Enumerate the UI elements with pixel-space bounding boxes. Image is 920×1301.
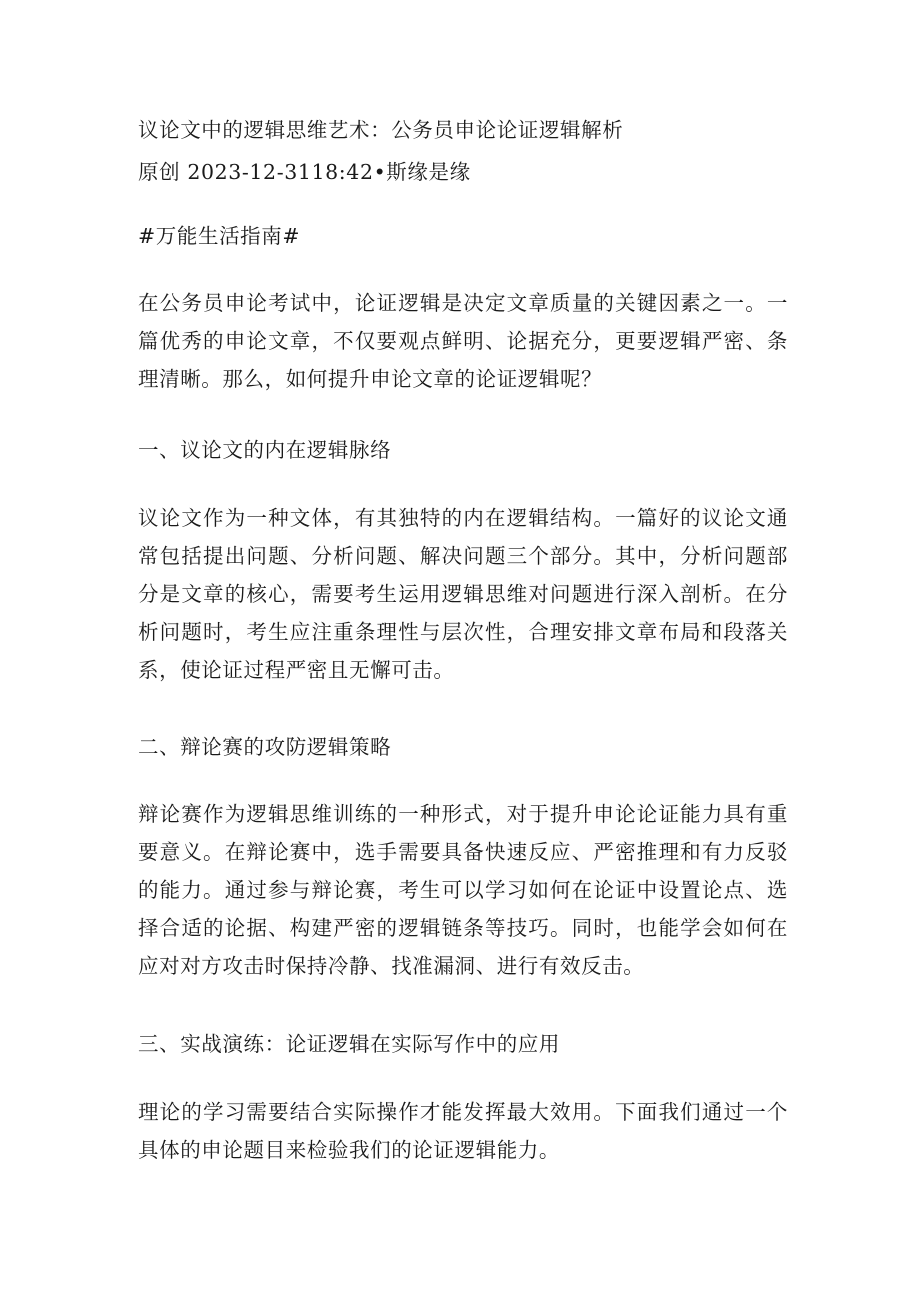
intro-paragraph: 在公务员申论考试中，论证逻辑是决定文章质量的关键因素之一。一篇优秀的申论文章，不仅要观点鲜明、论据充分，更要逻辑严密、条理清晰。那么，如何提升申论文章的论证逻辑呢？ — [138, 291, 788, 391]
section-body-1: 议论文作为一种文体，有其独特的内在逻辑结构。一篇好的议论文通常包括提出问题、分析问题、解决问题三个部分。其中，分析问题部分是文章的核心，需要考生运用逻辑思维对问题进行深入剖析。在分析问题时，考生应注重条理性与层次性，合理安排文章布局和段落关系，使论证过程严密且无懈可击。 — [138, 506, 788, 682]
section-heading-1: 一、议论文的内在逻辑脉络 — [138, 438, 392, 462]
article-tag: #万能生活指南# — [138, 224, 301, 248]
article-meta: 原创 2023-12-3118:42•斯缘是缘 — [138, 160, 471, 184]
section-body-3: 理论的学习需要结合实际操作才能发挥最大效用。下面我们通过一个具体的申论题目来检验我们的论证逻辑能力。 — [138, 1100, 788, 1162]
section-heading-3: 三、实战演练：论证逻辑在实际写作中的应用 — [138, 1032, 560, 1056]
section-body-2: 辩论赛作为逻辑思维训练的一种形式，对于提升申论论证能力具有重要意义。在辩论赛中，选手需要具备快速反应、严密推理和有力反驳的能力。通过参与辩论赛，考生可以学习如何在论证中设置论点、选择合适的论据、构建严密的逻辑链条等技巧。同时，也能学会如何在应对对方攻击时保持冷静、找准漏洞、进行有效反击。 — [138, 802, 788, 978]
section-heading-2: 二、辩论赛的攻防逻辑策略 — [138, 735, 392, 759]
article-title: 议论文中的逻辑思维艺术：公务员申论论证逻辑解析 — [138, 118, 624, 142]
